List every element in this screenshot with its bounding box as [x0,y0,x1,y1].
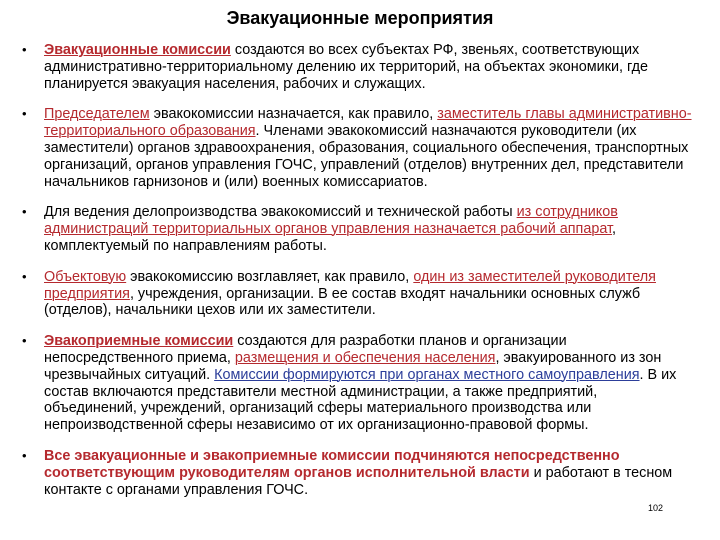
highlight-text: один из заместителей руководителя предприятия [44,268,656,302]
slide-title: Эвакуационные мероприятия [226,8,494,28]
highlight-text: Все эвакуационные и эвакоприемные комиссии подчиняются непосредственно соответствующим руководителям органов исполнительной власти [44,447,620,481]
highlight-text: Эвакуационные комиссии [44,42,231,58]
body-text: . В их состав включаются представители местной администрации, а также предприятий, объединений, учреждений, организаций сферы материального производства или непроизводственной сферы независимо от их организационно-правовой формы. [44,366,677,434]
body-text: . Членами эвакокомиссий назначаются руководители (их заместители) органов здравоохранения, образования, социального обеспечения, транспортных организаций, органов управления ГОЧС, управлений (отделов) внутренних дел, представители начальников гарнизонов и (или) военных комиссариатов. [44,123,689,190]
page-number: 102 [648,503,664,513]
list-item [22,42,702,92]
bullet-icon: • [22,447,27,463]
bullet-icon: • [22,204,27,220]
bullet-list [22,42,702,498]
highlight-text: заместитель главы административно-территориального образования [44,106,692,140]
list-item-text [44,448,694,498]
list-item [22,106,702,190]
bullet-icon: • [22,333,27,349]
body-text: , учреждения, организации. В ее состав входят начальники основных служб (отделов), начальники цехов или их заместители. [44,285,641,319]
body-text: эвакокомиссии назначается, как правило, [149,106,438,123]
list-item-text [44,269,694,319]
body-text: , комплектуемый по направлениям работы. [44,221,617,254]
highlight-text: Эвакоприемные комиссии [44,333,234,350]
list-item [22,333,702,434]
highlight-text: Председателем [44,106,150,123]
body-text: создаются для разработки планов и организации непосредственного приема, [44,333,567,366]
body-text: Для ведения делопроизводства эвакокомиссий и технической работы [44,204,517,221]
body-text: , эвакуированного из зон чрезвычайных ситуаций. [44,349,662,383]
list-item-text [44,106,694,190]
bullet-icon: • [22,106,27,122]
bullet-icon: • [22,42,27,57]
list-item-text [44,333,694,434]
body-text: создаются во всех субъектах РФ, звеньях, соответствующих административно-территориальному делению их территорий, на объектах экономики, где планируется эвакуация населения, рабочих и служащих. [44,42,648,92]
list-item-text [44,42,694,92]
list-item [22,269,702,319]
highlight-text: Объектовую [44,268,127,285]
highlight-text: Комиссии формируются при органах местного самоуправления [214,366,640,383]
list-item-text [44,204,694,254]
list-item [22,448,702,498]
body-text: и работают в тесном контакте с органами управления ГОЧС. [44,464,673,498]
highlight-text: размещения и обеспечения населения [234,349,496,366]
highlight-text: из сотрудников администраций территориальных органов управления назначается рабочий аппарат [44,204,618,238]
body-text: эвакокомиссию возглавляет, как правило, [126,268,414,285]
bullet-icon: • [22,268,27,284]
list-item [22,204,702,254]
